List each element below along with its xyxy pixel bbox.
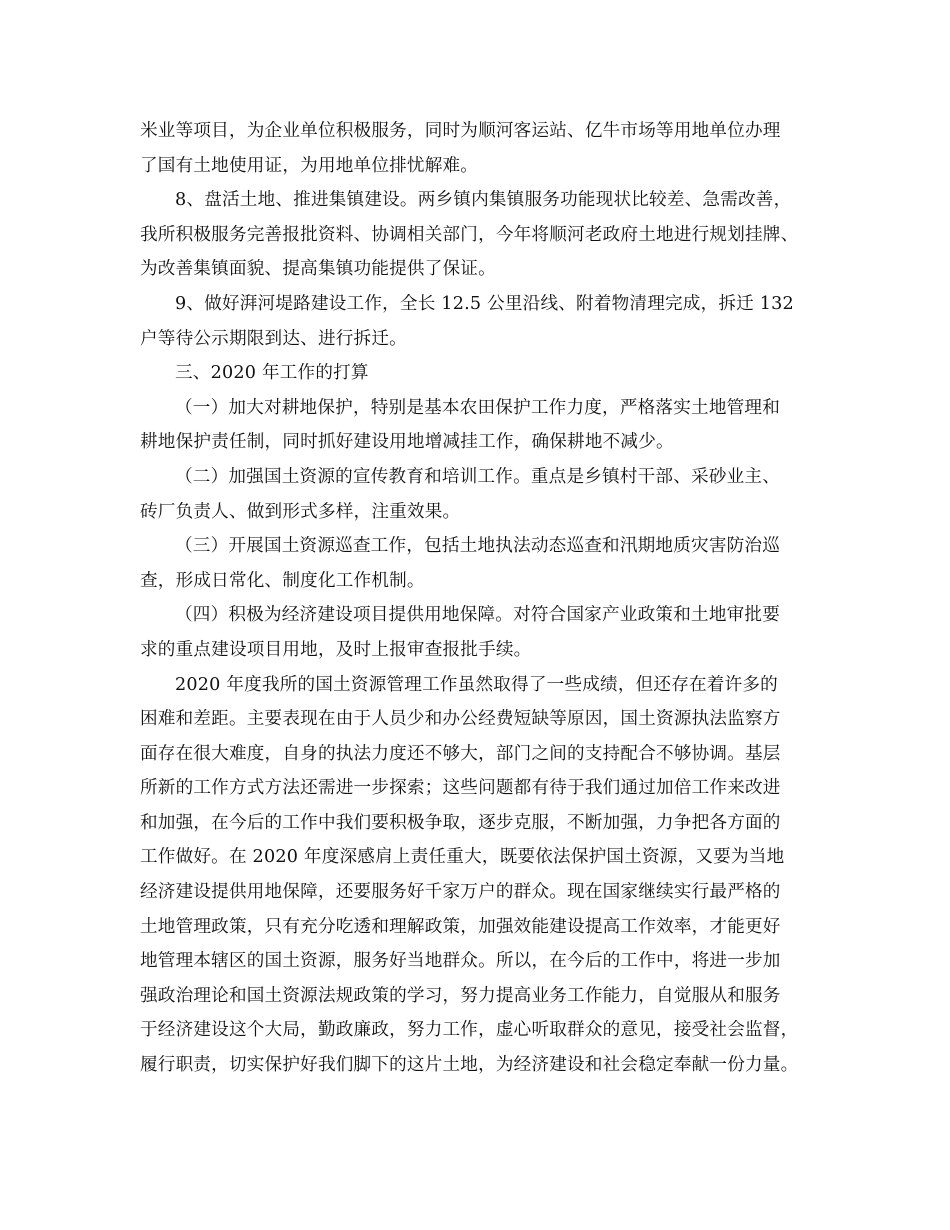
text-line: 8、盘活土地、推进集镇建设。两乡镇内集镇服务功能现状比较差、急需改善， — [175, 190, 792, 211]
text-line: （四）积极为经济建设项目提供用地保障。对符合国家产业政策和土地审批要 — [175, 605, 780, 626]
text-line: 砖厂负责人、做到形式多样，注重效果。 — [140, 501, 461, 522]
text-line: 了国有土地使用证，为用地单位排忧解难。 — [140, 155, 479, 176]
body-text — [140, 114, 824, 1083]
text-line: 我所积极服务完善报批资料、协调相关部门，今年将顺河老政府土地进行规划挂牌、 — [140, 224, 799, 245]
text-line: 9、做好湃河堤路建设工作，全长 12.5 公里沿线、附着物清理完成，拆迁 132 — [175, 293, 794, 314]
text-line: 困难和差距。主要表现在由于人员少和办公经费短缺等原因，国土资源执法监察方 — [140, 709, 781, 730]
text-line: （一）加大对耕地保护，特别是基本农田保护工作力度，严格落实土地管理和 — [175, 397, 780, 418]
text-line: 履行职责，切实保护好我们脚下的这片土地，为经济建设和社会稳定奉献一份力量。 — [140, 1055, 799, 1076]
text-line: （二）加强国土资源的宣传教育和培训工作。重点是乡镇村干部、采砂业主、 — [175, 466, 780, 487]
text-line: 户等待公示期限到达、进行拆迁。 — [140, 328, 407, 349]
text-line: 耕地保护责任制，同时抓好建设用地增减挂工作，确保耕地不减少。 — [140, 432, 674, 453]
text-line: 经济建设提供用地保障，还要服务好千家万户的群众。现在国家继续实行最严格的 — [140, 882, 781, 903]
text-line: 和加强，在今后的工作中我们要积极争取，逐步克服，不断加强，力争把各方面的 — [140, 812, 781, 833]
text-line: 米业等项目，为企业单位积极服务，同时为顺河客运站、亿牛市场等用地单位办理 — [140, 121, 781, 141]
text-line: （三）开展国土资源巡查工作，包括土地执法动态巡查和汛期地质灾害防治巡 — [175, 536, 780, 557]
section-heading: 三、2020 年工作的打算 — [175, 363, 369, 384]
text-line: 工作做好。在 2020 年度深感肩上责任重大，既要依法保护国土资源，又要为当地 — [140, 847, 785, 868]
text-line: 土地管理政策，只有充分吃透和理解政策，加强效能建设提高工作效率，才能更好 — [140, 916, 781, 937]
text-line: 地管理本辖区的国土资源，服务好当地群众。所以，在今后的工作中，将进一步加 — [140, 951, 781, 972]
text-line: 所新的工作方式方法还需进一步探索；这些问题都有待于我们通过加倍工作来改进 — [140, 778, 781, 799]
text-line: 强政治理论和国土资源法规政策的学习，努力提高业务工作能力，自觉服从和服务 — [140, 985, 781, 1006]
text-line: 于经济建设这个大局，勤政廉政，努力工作，虚心听取群众的意见，接受社会监督， — [140, 1020, 799, 1041]
text-line: 面存在很大难度，自身的执法力度还不够大，部门之间的支持配合不够协调。基层 — [140, 743, 781, 764]
text-line: 求的重点建设项目用地，及时上报审查报批手续。 — [140, 639, 532, 660]
text-line: 为改善集镇面貌、提高集镇功能提供了保证。 — [140, 259, 496, 280]
text-line: 2020 年度我所的国土资源管理工作虽然取得了一些成绩，但还存在着许多的 — [175, 674, 778, 695]
text-line: 查，形成日常化、制度化工作机制。 — [140, 570, 425, 591]
